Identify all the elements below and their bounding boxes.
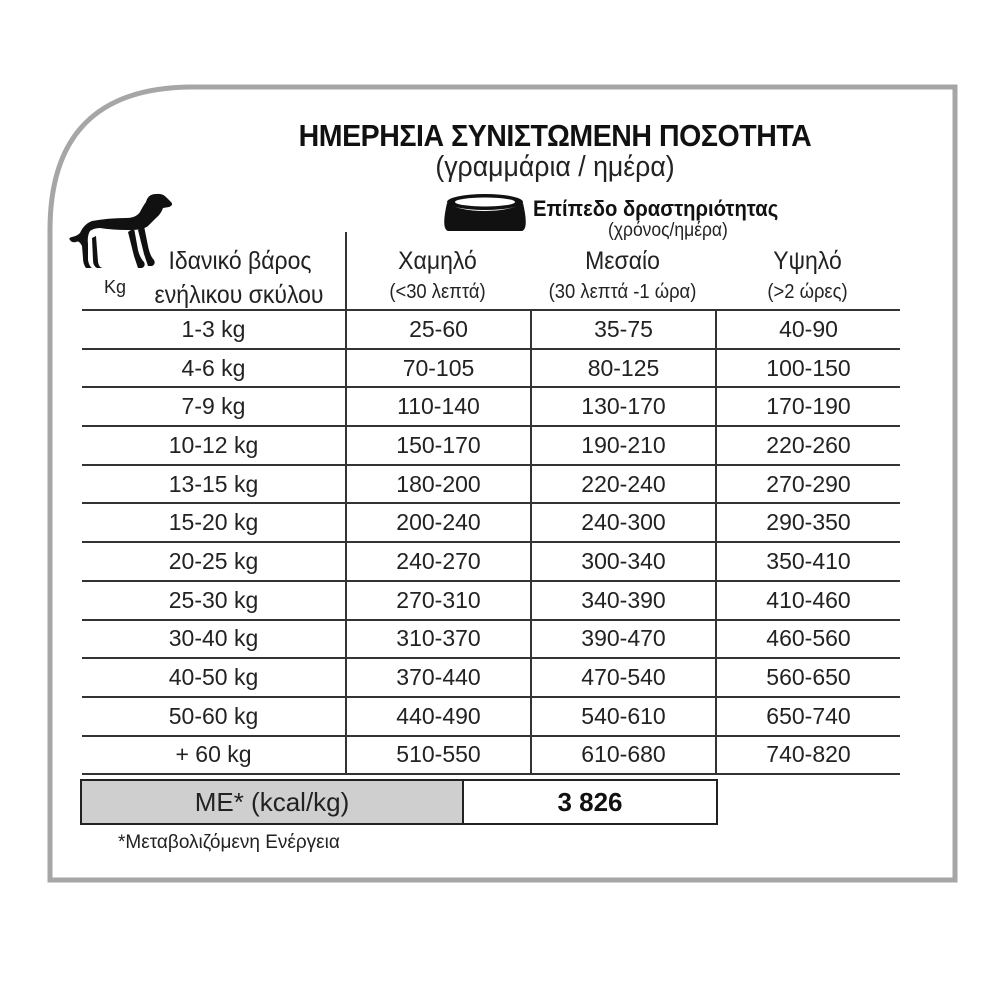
weight-cell: 1-3 kg: [82, 310, 346, 349]
weight-cell: 13-15 kg: [82, 465, 346, 504]
header-divider: [345, 232, 347, 310]
table-row: [82, 465, 900, 504]
medium-activity-cell: 540-610: [531, 697, 716, 736]
high-activity-cell: 290-350: [716, 503, 900, 542]
table-row: [82, 620, 900, 659]
medium-activity-cell: 220-240: [531, 465, 716, 504]
high-activity-cell: 220-260: [716, 426, 900, 465]
low-activity-cell: 440-490: [346, 697, 531, 736]
column-low-label: Χαμηλό: [398, 247, 477, 275]
low-activity-cell: 510-550: [346, 736, 531, 775]
table-row: [82, 349, 900, 388]
weight-cell: 30-40 kg: [82, 620, 346, 659]
weight-cell: 7-9 kg: [82, 387, 346, 426]
column-high-detail: (>2 ώρες): [767, 281, 848, 303]
dosage-table: [82, 309, 900, 775]
table-row: [82, 736, 900, 775]
table-row: [82, 426, 900, 465]
low-activity-cell: 270-310: [346, 581, 531, 620]
low-activity-cell: 25-60: [346, 310, 531, 349]
activity-level-subtitle: (χρόνος/ημέρα): [608, 220, 728, 241]
high-activity-cell: 460-560: [716, 620, 900, 659]
low-activity-cell: 70-105: [346, 349, 531, 388]
weight-unit-label: Kg: [104, 277, 127, 297]
column-low-detail: (<30 λεπτά): [389, 281, 486, 303]
medium-activity-cell: 190-210: [531, 426, 716, 465]
low-activity-cell: 200-240: [346, 503, 531, 542]
medium-activity-cell: 35-75: [531, 310, 716, 349]
high-activity-cell: 350-410: [716, 542, 900, 581]
medium-activity-cell: 470-540: [531, 658, 716, 697]
column-medium-detail: (30 λεπτά -1 ώρα): [548, 281, 697, 303]
medium-activity-cell: 300-340: [531, 542, 716, 581]
medium-activity-cell: 610-680: [531, 736, 716, 775]
low-activity-cell: 150-170: [346, 426, 531, 465]
medium-activity-cell: 390-470: [531, 620, 716, 659]
low-activity-cell: 240-270: [346, 542, 531, 581]
table-row: [82, 310, 900, 349]
table-row: [82, 542, 900, 581]
weight-cell: 25-30 kg: [82, 581, 346, 620]
column-high-label: Υψηλό: [773, 247, 842, 275]
high-activity-cell: 650-740: [716, 697, 900, 736]
table-row: [82, 581, 900, 620]
food-bowl-icon: [438, 193, 532, 235]
weight-cell: 40-50 kg: [82, 658, 346, 697]
low-activity-cell: 180-200: [346, 465, 531, 504]
high-activity-cell: 270-290: [716, 465, 900, 504]
energy-value: 3 826: [557, 786, 623, 817]
page-title: ΗΜΕΡΗΣΙΑ ΣΥΝΙΣΤΩΜΕΝΗ ΠΟΣΟΤΗΤΑ: [298, 118, 812, 153]
table-row: [82, 503, 900, 542]
weight-header-line2: ενήλικου σκύλου: [154, 281, 324, 309]
weight-cell: 50-60 kg: [82, 697, 346, 736]
weight-cell: + 60 kg: [82, 736, 346, 775]
table-row: [82, 697, 900, 736]
high-activity-cell: 40-90: [716, 310, 900, 349]
high-activity-cell: 740-820: [716, 736, 900, 775]
energy-label: ME* (kcal/kg): [82, 781, 464, 823]
weight-cell: 20-25 kg: [82, 542, 346, 581]
high-activity-cell: 410-460: [716, 581, 900, 620]
high-activity-cell: 560-650: [716, 658, 900, 697]
weight-cell: 15-20 kg: [82, 503, 346, 542]
low-activity-cell: 370-440: [346, 658, 531, 697]
weight-cell: 4-6 kg: [82, 349, 346, 388]
activity-level-title: Επίπεδο δραστηριότητας: [533, 196, 779, 221]
weight-cell: 10-12 kg: [82, 426, 346, 465]
footnote: *Μεταβολιζόμενη Ενέργεια: [118, 832, 340, 853]
table-row: [82, 387, 900, 426]
medium-activity-cell: 80-125: [531, 349, 716, 388]
column-medium-label: Μεσαίο: [585, 247, 660, 275]
low-activity-cell: 310-370: [346, 620, 531, 659]
high-activity-cell: 170-190: [716, 387, 900, 426]
medium-activity-cell: 130-170: [531, 387, 716, 426]
medium-activity-cell: 340-390: [531, 581, 716, 620]
high-activity-cell: 100-150: [716, 349, 900, 388]
energy-box: [80, 779, 718, 825]
page-subtitle: (γραμμάρια / ημέρα): [435, 151, 675, 183]
table-row: [82, 658, 900, 697]
weight-header-line1: Ιδανικό βάρος: [168, 247, 312, 275]
low-activity-cell: 110-140: [346, 387, 531, 426]
medium-activity-cell: 240-300: [531, 503, 716, 542]
